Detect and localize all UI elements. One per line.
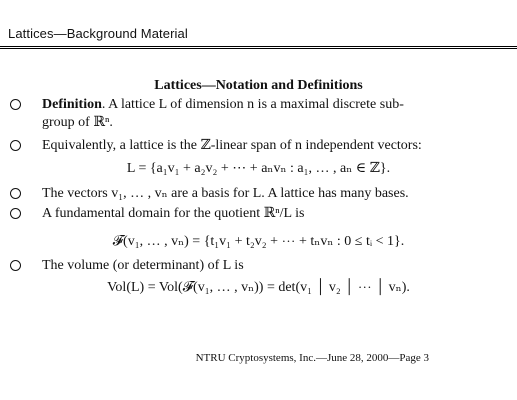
fundamental-domain-equation: 𝓕(v₁, … , vₙ) = {t₁v₁ + t₂v₂ + ⋯ + tₙvₙ : 0 ≤ tᵢ < 1}. bbox=[112, 234, 405, 249]
bullet-icon bbox=[10, 208, 21, 219]
bullet-icon bbox=[10, 99, 21, 110]
bullet-icon bbox=[10, 260, 21, 271]
slide-header-title: Lattices—Background Material bbox=[8, 26, 188, 41]
slide-footer: NTRU Cryptosystems, Inc.—June 28, 2000—Page 3 bbox=[195, 352, 429, 364]
definition-line-2: group of ℝⁿ. bbox=[42, 115, 113, 130]
header-divider bbox=[0, 46, 517, 47]
section-title: Lattices—Notation and Definitions bbox=[154, 78, 363, 93]
lattice-span-equation: L = {a₁v₁ + a₂v₂ + ⋯ + aₙvₙ : a₁, … , aₙ ∈ ℤ}. bbox=[126, 161, 391, 176]
fundamental-domain-text: A fundamental domain for the quotient ℝⁿ/L is bbox=[42, 206, 305, 221]
definition-line-1 bbox=[42, 96, 404, 113]
bullet-icon bbox=[10, 140, 21, 151]
volume-equation: Vol(L) = Vol(𝓕(v₁, … , vₙ)) = det(v₁ │ v₂ │ ⋯ │ vₙ). bbox=[107, 280, 410, 295]
volume-text: The volume (or determinant) of L is bbox=[42, 258, 244, 273]
definition-text: . A lattice L of dimension n is a maximal discrete sub- bbox=[101, 97, 404, 112]
span-text: Equivalently, a lattice is the ℤ-linear span of n independent vectors: bbox=[42, 138, 422, 153]
header-divider-secondary bbox=[0, 48, 517, 49]
bullet-icon bbox=[10, 188, 21, 199]
definition-label: Definition bbox=[42, 97, 102, 112]
basis-text: The vectors v₁, … , vₙ are a basis for L. A lattice has many bases. bbox=[42, 186, 409, 201]
